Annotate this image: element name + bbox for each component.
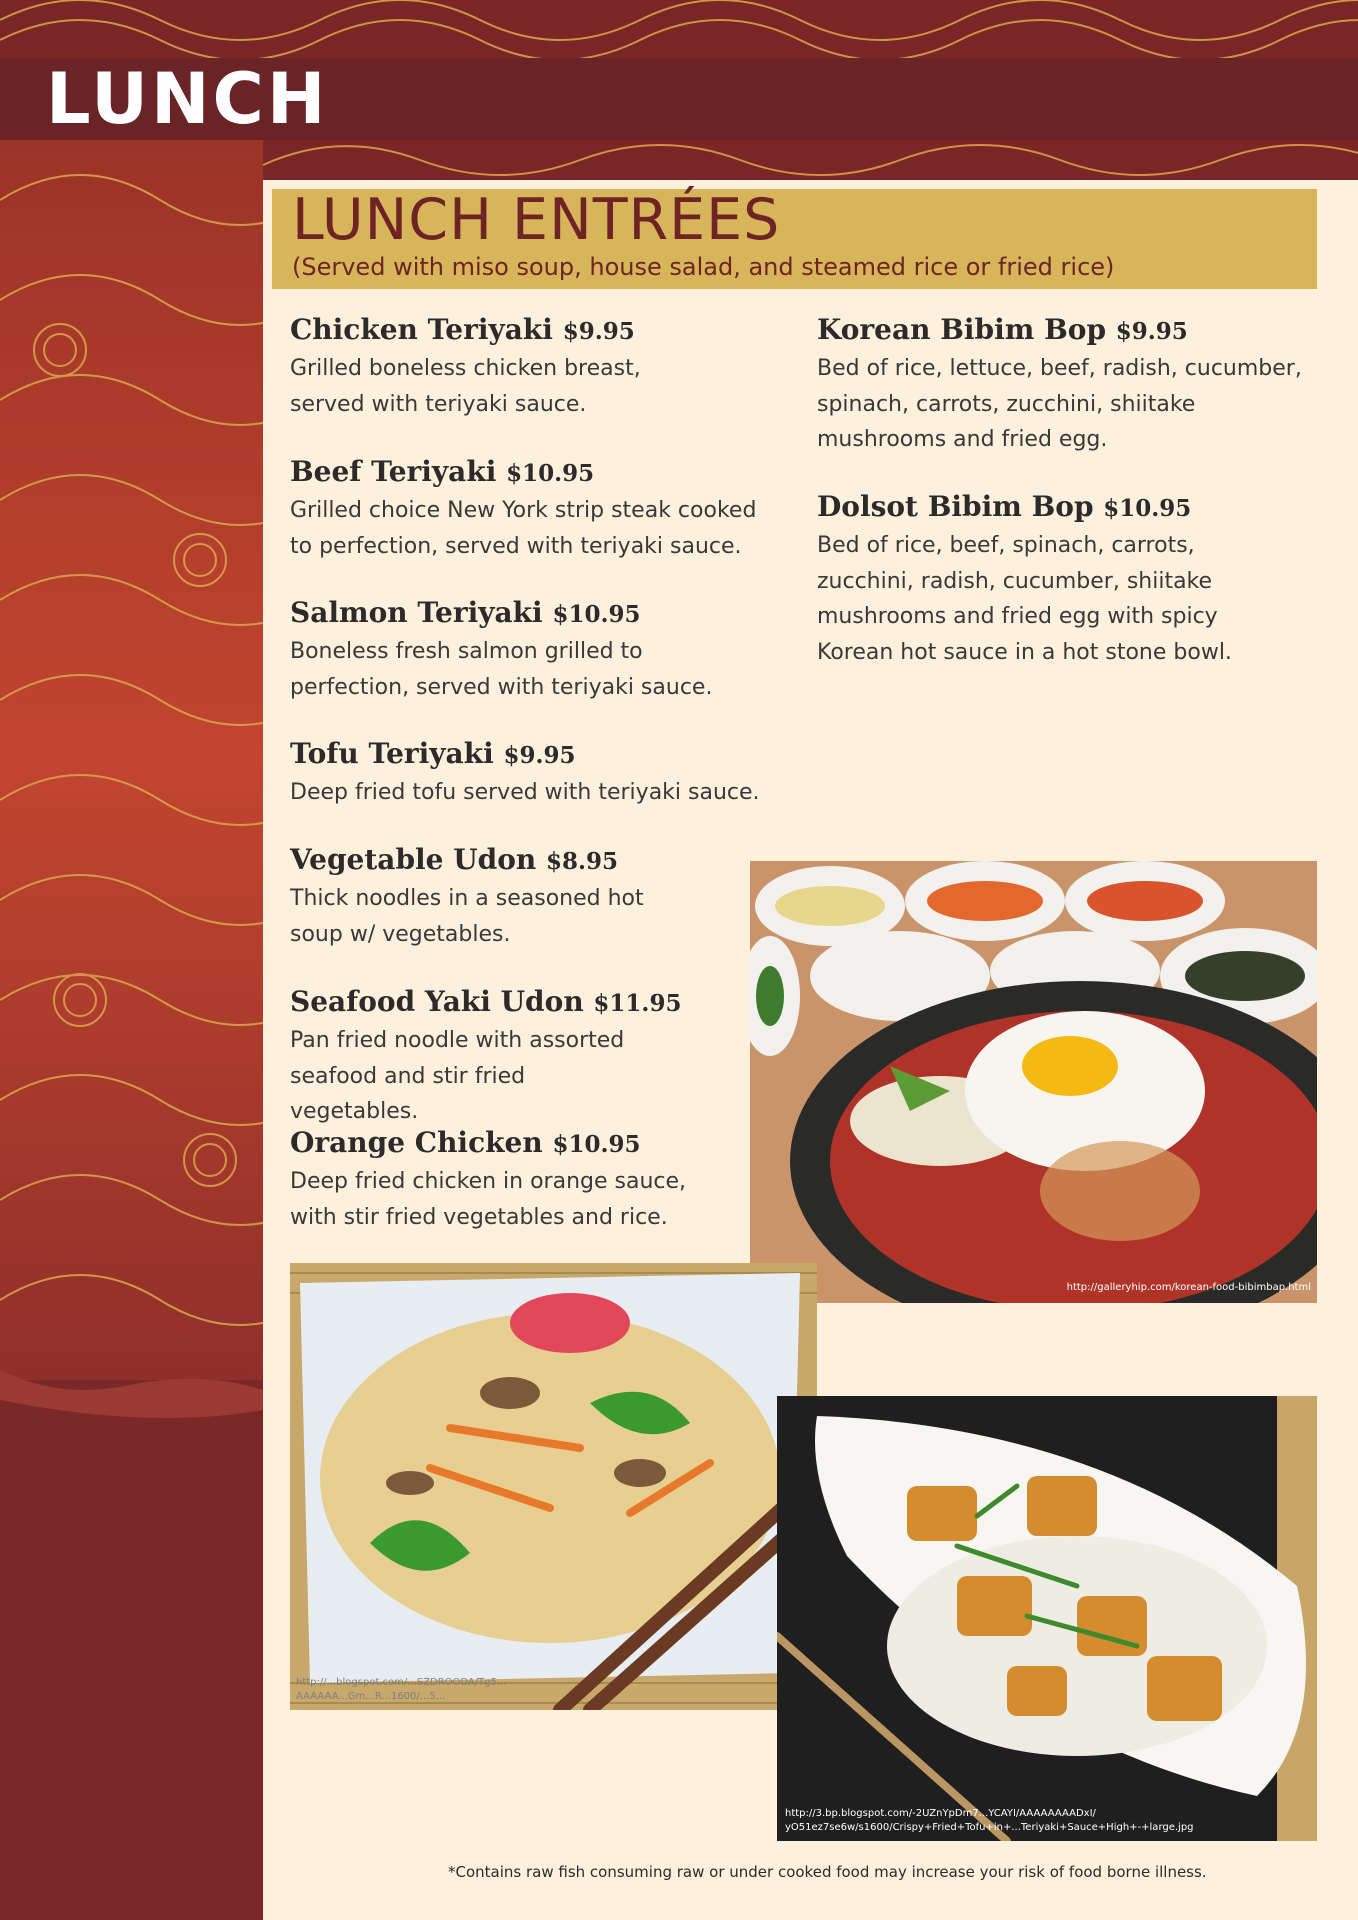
menu-item-description: Bed of rice, beef, spinach, carrots, zucchini, radish, cucumber, shiitake mushrooms and fried egg with spicy Korean hot sauce in a hot stone bowl. xyxy=(817,533,1232,665)
photo-credit: http://...blogspot.com/...SZDROODA/Tg5... xyxy=(296,1677,507,1688)
menu-item-description: Grilled boneless chicken breast, served with teriyaki sauce. xyxy=(290,356,641,417)
section-title: LUNCH ENTRÉES xyxy=(292,187,781,253)
menu-item-price: $9.95 xyxy=(503,742,576,769)
teriyaki-tofu-photo xyxy=(777,1396,1317,1841)
bibimbap-photo xyxy=(750,861,1317,1303)
menu-item-price: $10.95 xyxy=(1103,495,1192,522)
menu-item-name: Dolsot Bibim Bop xyxy=(817,490,1094,523)
section-subtitle: (Served with miso soup, house salad, and steamed rice or fried rice) xyxy=(292,253,1115,281)
menu-item-name: Salmon Teriyaki xyxy=(290,596,543,629)
photo-credit: AAAAAA...Gm...R...1600/...5... xyxy=(296,1691,446,1702)
menu-item-price: $10.95 xyxy=(552,601,641,628)
menu-item-name: Tofu Teriyaki xyxy=(290,737,494,770)
menu-item-description: Boneless fresh salmon grilled to perfection, served with teriyaki sauce. xyxy=(290,639,713,700)
menu-item-description: Deep fried chicken in orange sauce, with stir fried vegetables and rice. xyxy=(290,1169,687,1230)
yaki-udon-photo xyxy=(290,1263,817,1710)
menu-item-price: $9.95 xyxy=(562,318,635,345)
menu-item-description: Grilled choice New York strip steak cooked to perfection, served with teriyaki sauce. xyxy=(290,498,757,559)
photo-credit: http://galleryhip.com/korean-food-bibimbap.html xyxy=(1066,1282,1311,1293)
menu-item-price: $10.95 xyxy=(506,460,595,487)
menu-item-price: $9.95 xyxy=(1115,318,1188,345)
menu-item xyxy=(290,455,780,564)
menu-item-price: $10.95 xyxy=(552,1131,641,1158)
menu-item-description: Pan fried noodle with assorted seafood and stir fried vegetables. xyxy=(290,1028,625,1124)
menu-item-description: Deep fried tofu served with teriyaki sauce. xyxy=(290,780,760,805)
menu-item-description: Bed of rice, lettuce, beef, radish, cucumber, spinach, carrots, zucchini, shiitake mushrooms and fried egg. xyxy=(817,356,1302,452)
menu-item-price: $8.95 xyxy=(546,848,619,875)
menu-item xyxy=(290,1126,780,1235)
menu-item-name: Vegetable Udon xyxy=(290,843,537,876)
raw-food-disclaimer: *Contains raw fish consuming raw or under cooked food may increase your risk of food borne illness. xyxy=(448,1863,1207,1881)
menu-item xyxy=(290,596,780,705)
menu-item xyxy=(817,313,1312,458)
photo-credit: yO51ez7se6w/s1600/Crispy+Fried+Tofu+in+...Teriyaki+Sauce+High+-+large.jpg xyxy=(785,1822,1194,1833)
menu-item xyxy=(290,843,780,952)
menu-item xyxy=(290,313,780,422)
menu-item-price: $11.95 xyxy=(593,990,682,1017)
menu-item-name: Korean Bibim Bop xyxy=(817,313,1107,346)
menu-item xyxy=(817,490,1312,670)
photo-credit: http://3.bp.blogspot.com/-2UZnYpDm7...YCAYI/AAAAAAAADxI/ xyxy=(785,1808,1096,1819)
menu-item xyxy=(290,985,780,1130)
page-title: LUNCH xyxy=(46,58,329,140)
menu-item-name: Seafood Yaki Udon xyxy=(290,985,584,1018)
menu-item-name: Chicken Teriyaki xyxy=(290,313,553,346)
menu-item xyxy=(290,737,780,811)
menu-item-name: Beef Teriyaki xyxy=(290,455,497,488)
menu-item-name: Orange Chicken xyxy=(290,1126,543,1159)
menu-item-description: Thick noodles in a seasoned hot soup w/ vegetables. xyxy=(290,886,644,947)
